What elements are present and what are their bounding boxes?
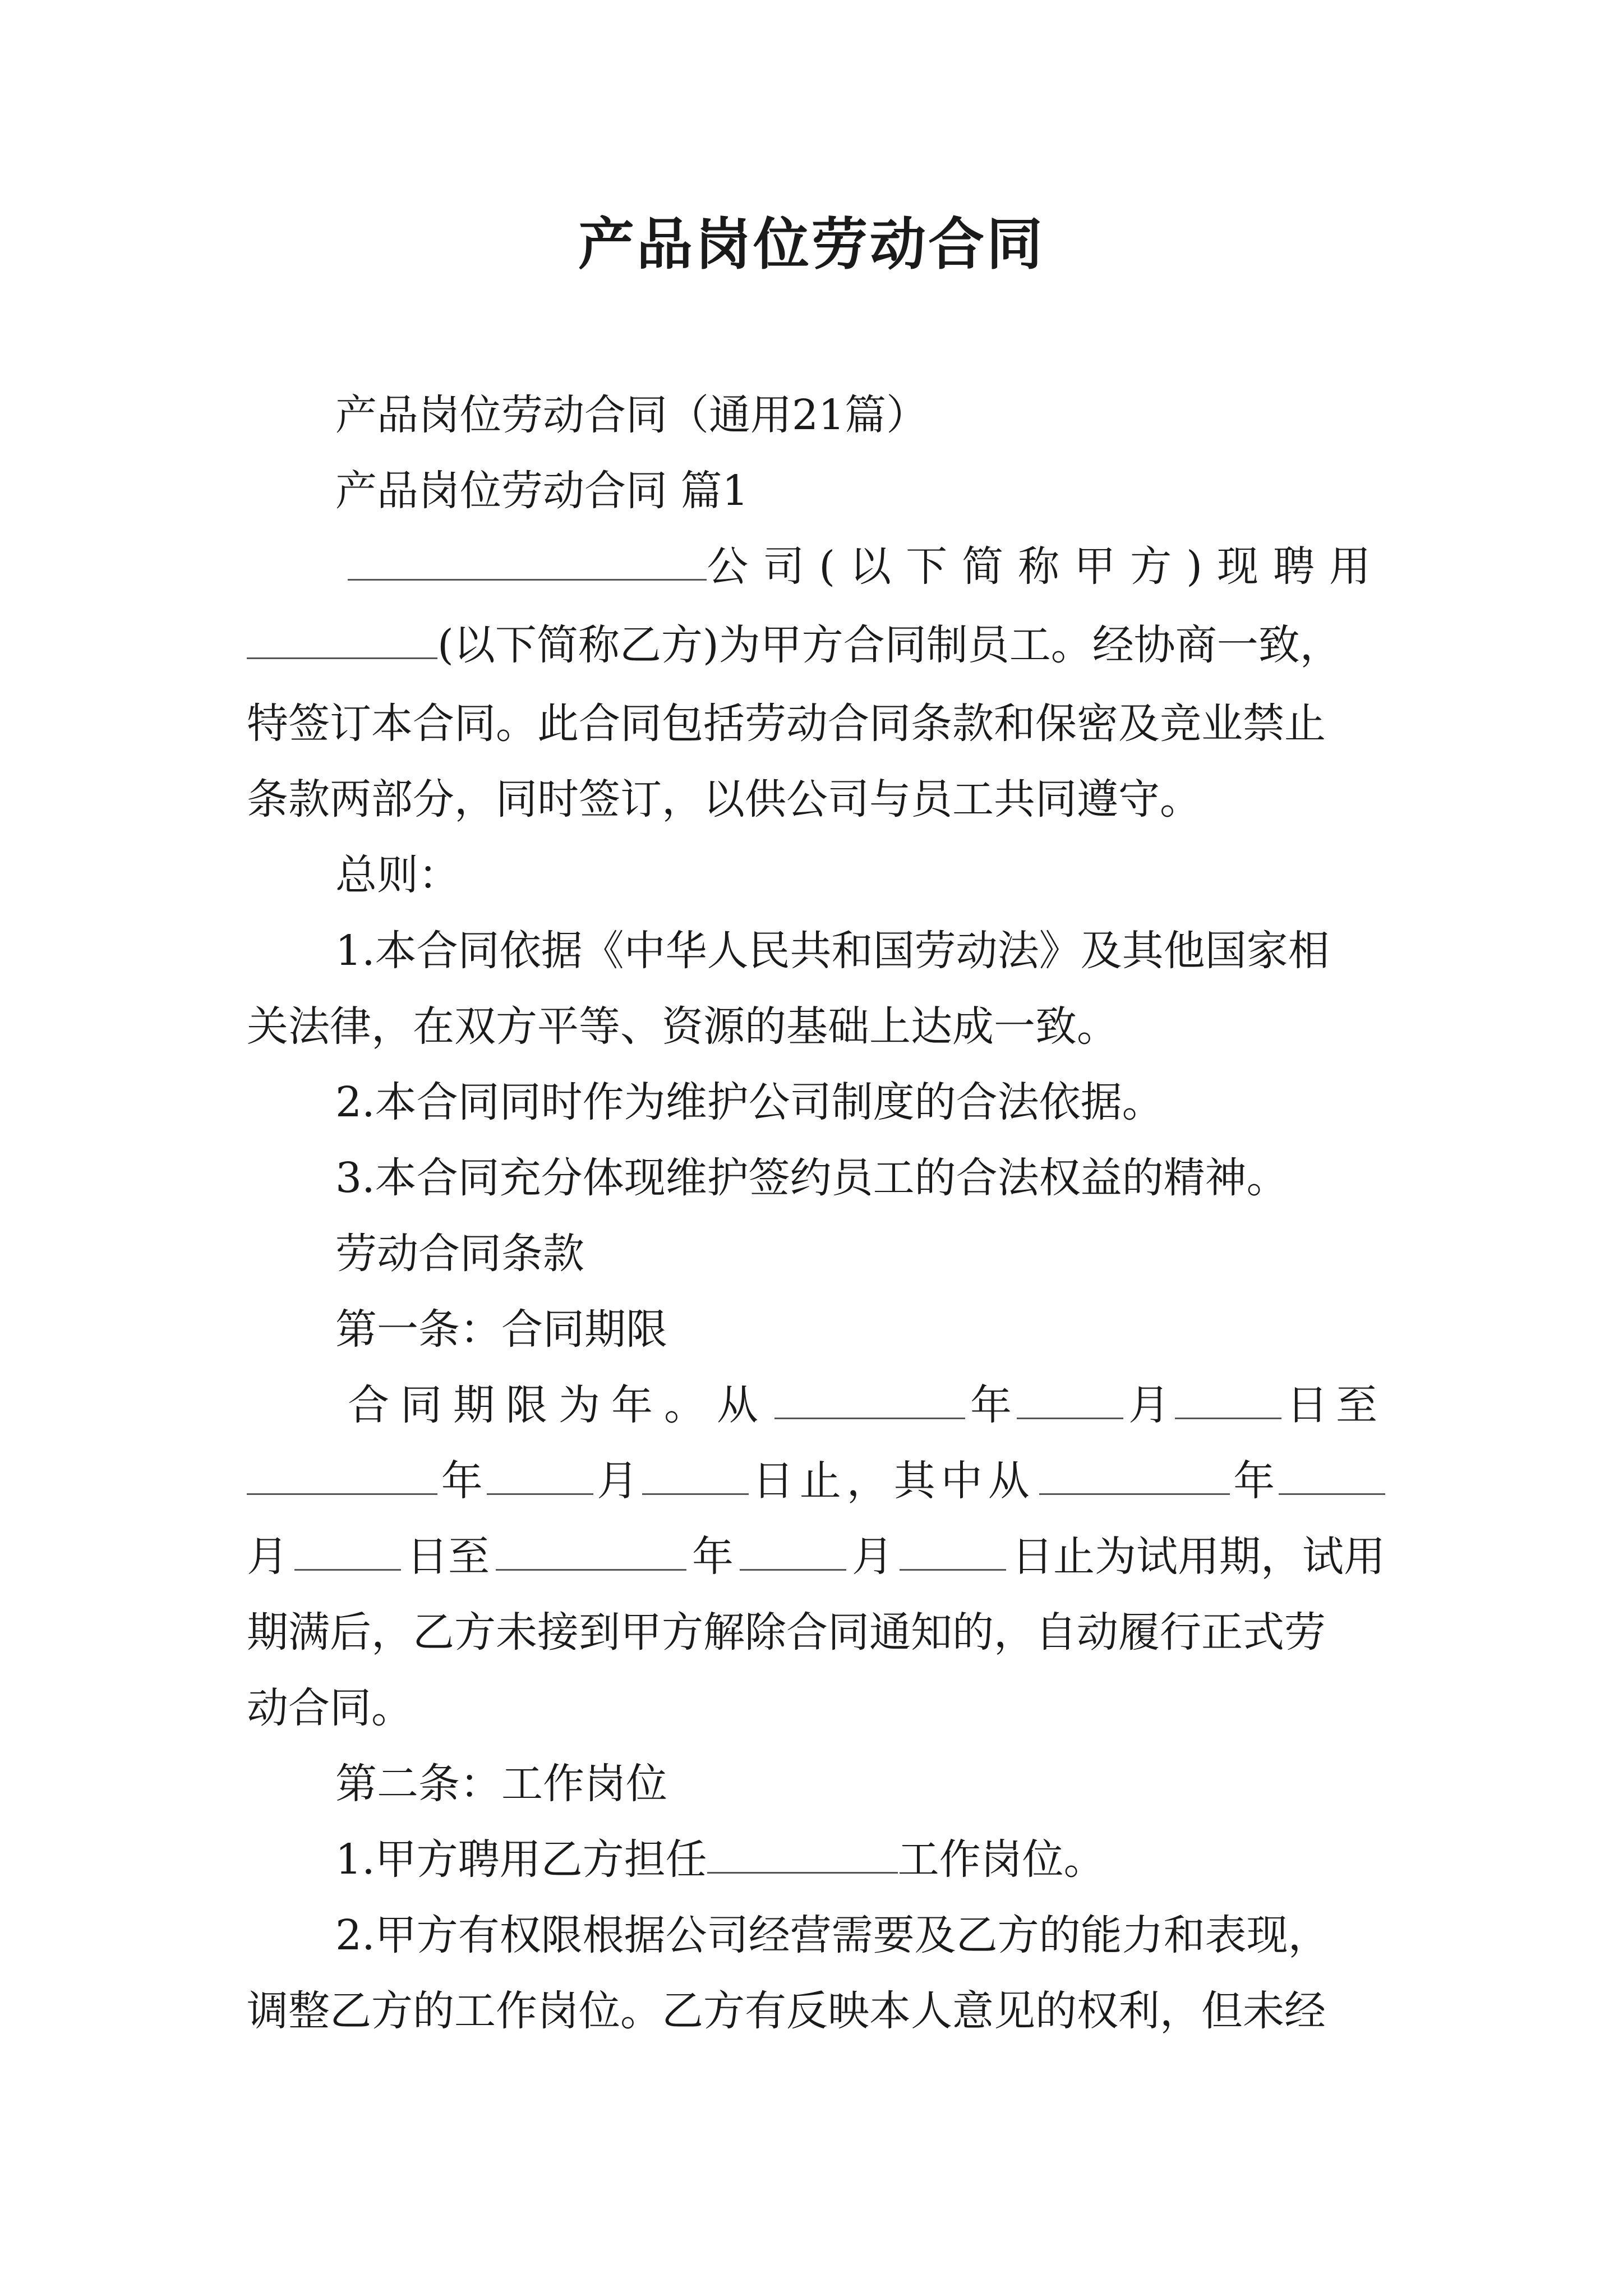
text-span: 年 — [692, 1533, 734, 1581]
text-span: 公司(以下简称甲方)现聘用 — [707, 542, 1385, 591]
company-name-blank — [348, 539, 707, 581]
date-blank — [1279, 1453, 1385, 1495]
date-blank — [294, 1529, 401, 1571]
text-span: 月 — [1128, 1381, 1170, 1429]
article-2-title: 第二条：工作岗位 — [335, 1760, 667, 1808]
text-span: 年 — [441, 1457, 483, 1505]
general-heading: 总则： — [335, 851, 460, 899]
text-span: 日止为试用期，试用 — [1012, 1533, 1385, 1581]
date-blank — [740, 1529, 846, 1571]
text-span: 年 — [1233, 1457, 1275, 1505]
position-blank — [707, 1832, 898, 1874]
paragraph-line: 调整乙方的工作岗位。乙方有反映本人意见的权利，但未经 — [247, 1987, 1326, 2035]
paragraph-line: 期满后，乙方未接到甲方解除合同通知的，自动履行正式劳 — [247, 1608, 1326, 1657]
date-blank — [496, 1529, 686, 1571]
text-span: 日至 — [1287, 1381, 1385, 1429]
text-span: (以下简称乙方)为甲方合同制员工。经协商一致， — [437, 621, 1341, 669]
paragraph-line: 关法律，在双方平等、资源的基础上达成一致。 — [247, 1002, 1118, 1051]
paragraph-line — [348, 539, 1385, 595]
text-span: 日止，其中从 — [752, 1457, 1035, 1505]
text-span: 月 — [247, 1533, 288, 1581]
article-1-title: 第一条：合同期限 — [335, 1305, 667, 1354]
text-span: 月 — [597, 1457, 639, 1505]
date-blank — [1175, 1377, 1281, 1419]
employee-name-blank — [247, 617, 437, 659]
document-subtitle: 产品岗位劳动合同（通用21篇） — [335, 391, 928, 439]
text-span: 合同期限为年。从 — [348, 1381, 769, 1429]
text-span: 月 — [852, 1533, 893, 1581]
text-span: 日至 — [407, 1533, 490, 1581]
date-blank — [247, 1453, 437, 1495]
date-blank — [642, 1453, 749, 1495]
text-span: 1.甲方聘用乙方担任 — [335, 1835, 707, 1884]
paragraph-line — [247, 617, 1385, 673]
section-title: 产品岗位劳动合同 篇1 — [335, 467, 749, 515]
paragraph-line: 动合同。 — [247, 1684, 413, 1732]
paragraph-line: 2.本合同同时作为维护公司制度的合法依据。 — [335, 1078, 1164, 1126]
paragraph-line — [335, 1832, 1385, 1888]
date-blank — [487, 1453, 593, 1495]
paragraph-line: 特签订本合同。此合同包括劳动合同条款和保密及竞业禁止 — [247, 700, 1326, 748]
paragraph-line: 条款两部分，同时签订，以供公司与员工共同遵守。 — [247, 775, 1201, 823]
paragraph-line — [247, 1529, 1385, 1585]
text-span: 工作岗位。 — [897, 1835, 1105, 1884]
date-blank — [900, 1529, 1006, 1571]
paragraph-line: 3.本合同充分体现维护签约员工的合法权益的精神。 — [335, 1154, 1288, 1202]
date-blank — [1039, 1453, 1230, 1495]
document-title: 产品岗位劳动合同 — [578, 211, 1045, 277]
paragraph-line: 2.甲方有权限根据公司经营需要及乙方的能力和表现， — [335, 1911, 1330, 1959]
paragraph-line — [348, 1377, 1385, 1433]
labor-terms-heading: 劳动合同条款 — [335, 1230, 584, 1278]
date-blank — [774, 1377, 965, 1419]
paragraph-line — [247, 1453, 1385, 1509]
text-span: 年 — [970, 1381, 1012, 1429]
date-blank — [1017, 1377, 1123, 1419]
paragraph-line: 1.本合同依据《中华人民共和国劳动法》及其他国家相 — [335, 927, 1330, 975]
